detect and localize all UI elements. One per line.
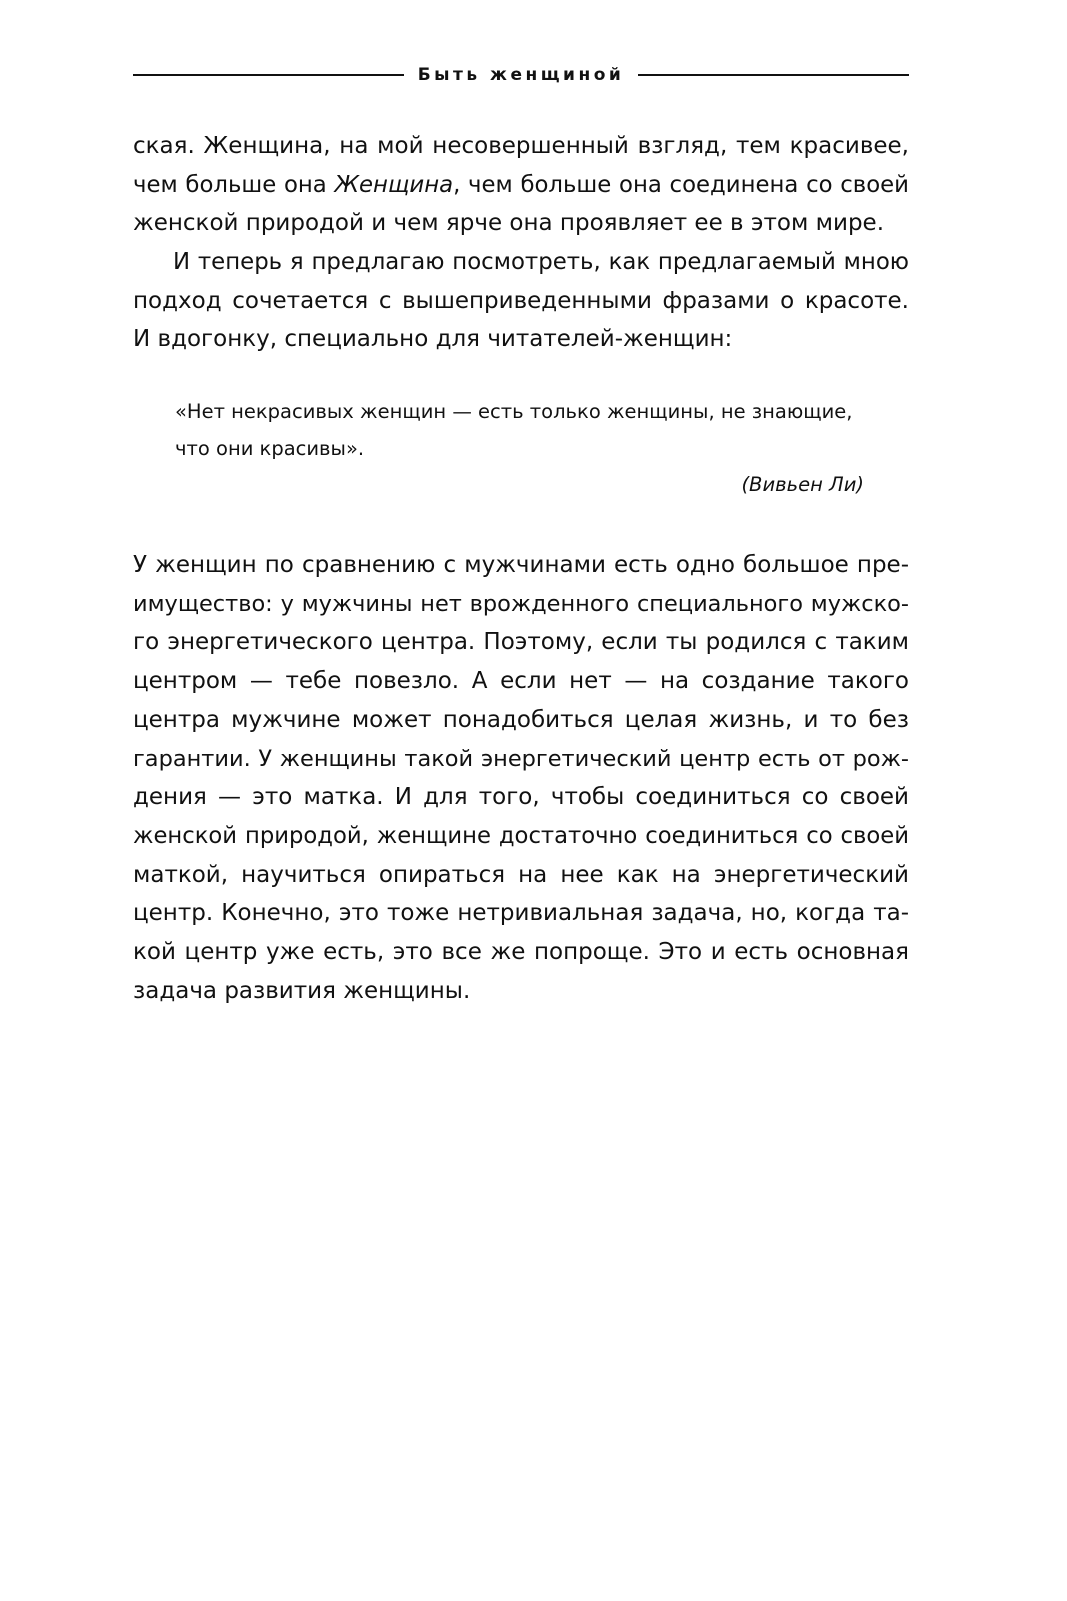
emphasized-word: Женщина xyxy=(334,171,454,198)
epigraph-attribution: (Вивьен Ли) xyxy=(741,473,864,496)
paragraph-3-line-8: женской природой, женщине достаточно соединиться со своей xyxy=(133,822,909,849)
running-head xyxy=(133,62,909,88)
running-head-title: Быть женщиной xyxy=(417,65,625,85)
epigraph-line-1: «Нет некрасивых женщин — есть только женщины, не знающие, xyxy=(175,400,853,423)
epigraph-line-2: что они красивы». xyxy=(175,437,365,460)
paragraph-3-line-9: маткой, научиться опираться на нее как на энергетический xyxy=(133,861,909,888)
paragraph-3-line-1: У женщин по сравнению с мужчинами есть одно большое пре- xyxy=(133,552,909,578)
paragraph-1-line-3: женской природой и чем ярче она проявляет ее в этом мире. xyxy=(133,210,885,237)
paragraph-3 xyxy=(133,546,909,1010)
paragraph-3-line-5: центра мужчине может понадобиться целая жизнь, и то без xyxy=(133,706,909,733)
epigraph-quote xyxy=(175,393,875,467)
paragraph-3-line-12: задача развития женщины. xyxy=(133,977,471,1004)
paragraph-1-line-2-start: чем больше она xyxy=(133,171,335,198)
paragraph-1-line-1: ская. Женщина, на мой несовершенный взгляд, тем красивее, xyxy=(133,133,909,159)
paragraph-1-line-2-end: , чем больше она соединена со своей xyxy=(453,171,909,198)
paragraph-1-line-2 xyxy=(133,166,909,205)
paragraph-2-line-2: подход сочетается с вышеприведенными фразами о красоте. xyxy=(133,287,909,314)
paragraph-2-line-1: И теперь я предлагаю посмотреть, как предлагаемый мною xyxy=(173,249,909,275)
paragraph-1 xyxy=(133,127,909,243)
paragraph-2 xyxy=(133,243,909,359)
header-rule-left xyxy=(133,74,404,76)
paragraph-3-line-7: дения — это матка. И для того, чтобы соединиться со своей xyxy=(133,784,909,811)
paragraph-2-line-3: И вдогонку, специально для читателей-женщин: xyxy=(133,326,733,353)
paragraph-3-line-10: центр. Конечно, это тоже нетривиальная задача, но, когда та- xyxy=(133,900,909,927)
paragraph-3-line-2: имущество: у мужчины нет врожденного специального мужско- xyxy=(133,590,909,617)
paragraph-3-line-11: кой центр уже есть, это все же попроще. Это и есть основная xyxy=(133,939,909,966)
paragraph-3-line-3: го энергетического центра. Поэтому, если ты родился с таким xyxy=(133,629,909,656)
header-rule-right xyxy=(638,74,909,76)
paragraph-3-line-4: центром — тебе повезло. А если нет — на создание такого xyxy=(133,668,909,695)
paragraph-3-line-6: гарантии. У женщины такой энергетический центр есть от рож- xyxy=(133,745,909,772)
